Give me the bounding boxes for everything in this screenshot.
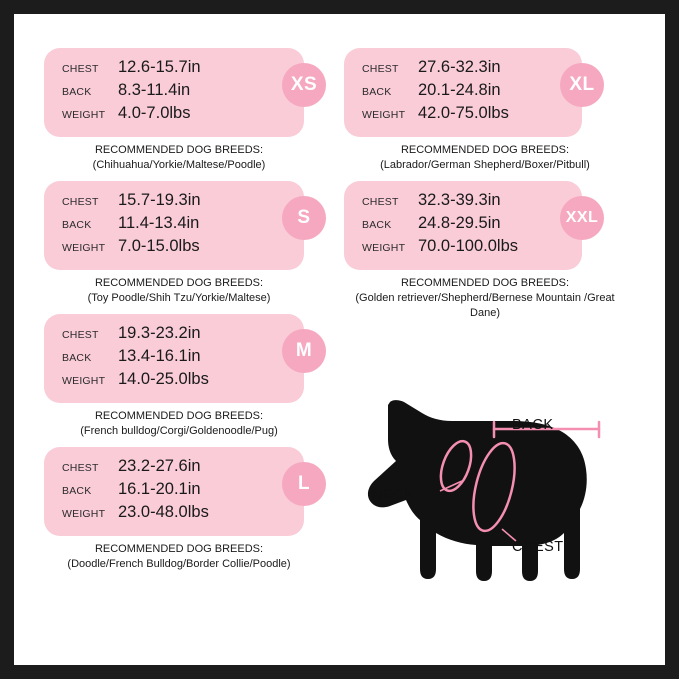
size-card-xs xyxy=(44,48,318,137)
measure-value-chest: 12.6-15.7in xyxy=(118,58,201,76)
breeds-list: (Toy Poodle/Shih Tzu/Yorkie/Maltese) xyxy=(87,292,271,304)
measure-label-back: BACK xyxy=(62,485,92,497)
size-card-s xyxy=(44,181,311,270)
measure-label-weight: WEIGHT xyxy=(362,242,406,254)
measure-value-weight: 4.0-7.0lbs xyxy=(118,104,191,122)
breeds-list: (French bulldog/Corgi/Goldenoodle/Pug) xyxy=(80,425,278,437)
size-badge-m: M xyxy=(282,329,326,373)
measure-label-weight: WEIGHT xyxy=(62,242,106,254)
table-row xyxy=(362,104,568,127)
measure-value-back: 24.8-29.5in xyxy=(418,214,501,232)
table-row xyxy=(62,58,290,81)
measure-value-back: 16.1-20.1in xyxy=(118,480,201,498)
size-badge-xxl: XXL xyxy=(560,196,604,240)
breeds-title: RECOMMENDED DOG BREEDS: xyxy=(94,277,264,289)
breeds-list: (Doodle/French Bulldog/Border Collie/Poodle) xyxy=(67,558,291,570)
measure-value-back: 8.3-11.4in xyxy=(118,81,191,99)
size-column-left xyxy=(44,48,334,580)
measure-label-chest: CHEST xyxy=(62,329,99,341)
table-row xyxy=(62,480,290,503)
size-badge-l: L xyxy=(282,462,326,506)
breeds-xs xyxy=(44,143,314,173)
measure-value-chest: 27.6-32.3in xyxy=(418,58,501,76)
breeds-title: RECOMMENDED DOG BREEDS: xyxy=(94,543,264,555)
size-block-xs xyxy=(44,48,334,173)
measure-value-back: 13.4-16.1in xyxy=(118,347,201,365)
measure-label-back: BACK xyxy=(362,86,392,98)
table-row xyxy=(62,191,290,214)
breeds-title: RECOMMENDED DOG BREEDS: xyxy=(94,144,264,156)
table-row xyxy=(362,58,568,81)
measure-label-back: BACK xyxy=(62,352,92,364)
size-badge-s: S xyxy=(282,196,326,240)
breeds-title: RECOMMENDED DOG BREEDS: xyxy=(94,410,264,422)
size-block-s xyxy=(44,181,334,306)
measure-label-weight: WEIGHT xyxy=(362,109,406,121)
diagram-label-neck: NECK xyxy=(372,487,415,503)
measure-label-chest: CHEST xyxy=(62,63,99,75)
measure-value-weight: 7.0-15.0lbs xyxy=(118,237,200,255)
measure-label-weight: WEIGHT xyxy=(62,375,106,387)
breeds-list: (Chihuahua/Yorkie/Maltese/Poodle) xyxy=(92,159,266,171)
size-badge-xs: XS xyxy=(282,63,326,107)
size-block-l xyxy=(44,447,334,572)
measure-value-back: 11.4-13.4in xyxy=(118,214,200,232)
measure-label-weight: WEIGHT xyxy=(62,508,106,520)
measure-label-back: BACK xyxy=(62,219,92,231)
breeds-s xyxy=(44,276,314,306)
size-card-xl xyxy=(344,48,595,137)
size-card-m xyxy=(44,314,313,403)
measure-label-back: BACK xyxy=(62,86,92,98)
diagram-label-back: BACK xyxy=(512,417,554,433)
size-badge-xl: XL xyxy=(560,63,604,107)
table-row xyxy=(62,370,290,393)
breeds-m xyxy=(44,409,314,439)
dog-measurement-diagram xyxy=(344,369,654,619)
measure-value-weight: 14.0-25.0lbs xyxy=(118,370,209,388)
breeds-list: (Labrador/German Shepherd/Boxer/Pitbull) xyxy=(380,159,590,171)
table-row xyxy=(362,191,568,214)
measure-label-chest: CHEST xyxy=(362,196,399,208)
table-row xyxy=(62,104,290,127)
table-row xyxy=(62,347,290,370)
breeds-title: RECOMMENDED DOG BREEDS: xyxy=(400,277,570,289)
measure-label-weight: WEIGHT xyxy=(62,109,106,121)
size-column-right xyxy=(344,48,644,329)
measure-label-chest: CHEST xyxy=(362,63,399,75)
table-row xyxy=(62,237,290,260)
table-row xyxy=(62,324,290,347)
measure-value-weight: 23.0-48.0lbs xyxy=(118,503,209,521)
breeds-l xyxy=(44,542,314,572)
size-card-xxl xyxy=(344,181,599,270)
table-row xyxy=(362,237,568,260)
size-block-xxl xyxy=(344,181,644,321)
measure-label-back: BACK xyxy=(362,219,392,231)
measure-value-chest: 19.3-23.2in xyxy=(118,324,201,342)
breeds-list: (Golden retriever/Shepherd/Bernese Mountain /Great Dane) xyxy=(355,292,615,319)
table-row xyxy=(362,214,568,237)
measure-value-back: 20.1-24.8in xyxy=(418,81,501,99)
size-chart-sheet xyxy=(14,14,665,665)
measure-label-chest: CHEST xyxy=(62,462,99,474)
measure-value-chest: 32.3-39.3in xyxy=(418,191,501,209)
size-block-xl xyxy=(344,48,644,173)
table-row xyxy=(62,81,290,104)
size-card-l xyxy=(44,447,311,536)
measure-value-weight: 42.0-75.0lbs xyxy=(418,104,509,122)
breeds-title: RECOMMENDED DOG BREEDS: xyxy=(400,144,570,156)
measure-value-chest: 23.2-27.6in xyxy=(118,457,201,475)
table-row xyxy=(62,214,290,237)
breeds-xxl xyxy=(340,276,630,321)
size-block-m xyxy=(44,314,334,439)
breeds-xl xyxy=(340,143,630,173)
measure-value-chest: 15.7-19.3in xyxy=(118,191,201,209)
measure-value-weight: 70.0-100.0lbs xyxy=(418,237,518,255)
table-row xyxy=(362,81,568,104)
measure-label-chest: CHEST xyxy=(62,196,99,208)
table-row xyxy=(62,503,290,526)
diagram-label-chest: CHEST xyxy=(512,539,564,555)
table-row xyxy=(62,457,290,480)
